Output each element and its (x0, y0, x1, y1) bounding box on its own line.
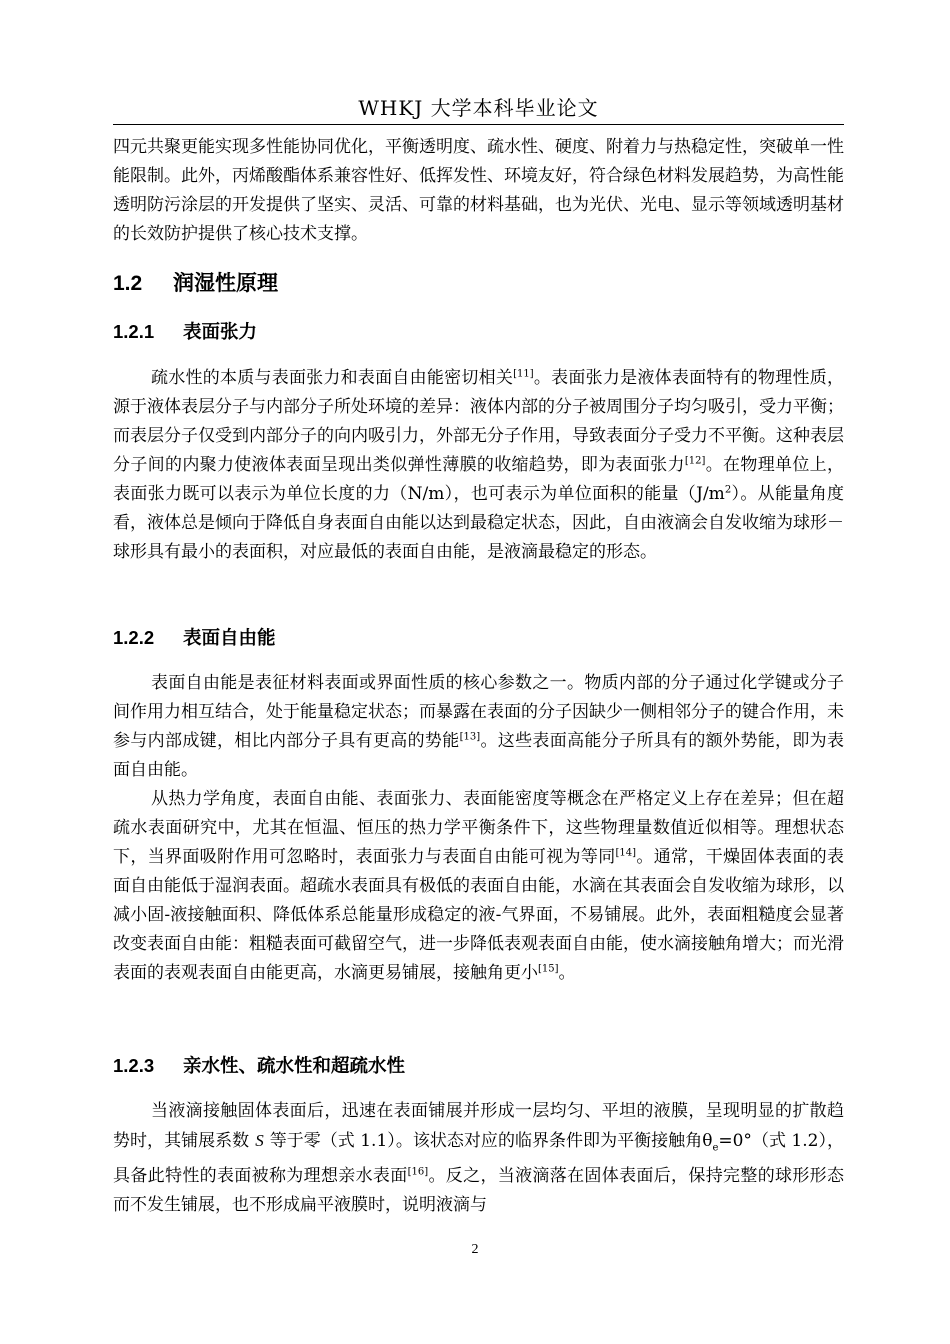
citation-11: [11] (513, 368, 534, 380)
subsection-number: 1.2.1 (113, 321, 155, 342)
text-run: =0°（式 1.2），具备此特性的表面被称为理想亲水表面 (113, 1131, 845, 1187)
text-run: 。 (558, 963, 576, 983)
subsection-title: 亲水性、疏水性和超疏水性 (183, 1056, 406, 1077)
text-run: 。反之，当液滴落在固体表面后，保持完整的球形形态而不发生铺展，也不形成扁平液膜时，说明液滴与 (113, 1166, 845, 1216)
citation-12: [12] (684, 455, 706, 467)
subscript-e: e (712, 1142, 719, 1154)
text-run: 表面自由能是表征材料表面或界面性质的核心参数之一。物质内部的分子通过化学键或分子间作用力相互结合，处于能量稳定状态；而暴露在表面的分子因缺少一侧相邻分子的键合作用，未参与内部成键，相比内部分子具有更高的势能 (113, 673, 844, 751)
subsection-title: 表面自由能 (183, 628, 276, 649)
text-run: 。这些表面高能分子所具有的额外势能，即为表面自由能。 (113, 731, 845, 780)
text-run: 当液滴接触固体表面后，迅速在表面铺展并形成一层均匀、平坦的液膜，呈现明显的扩散趋势时，其铺展系数 (113, 1101, 844, 1151)
text-run: 。通常，干燥固体表面的表面自由能低于湿润表面。超疏水表面具有极低的表面自由能，水滴在其表面会自发收缩为球形，以减小固-液接触面积、降低体系总能量形成稳定的液-气界面，不易铺展。此外，表面粗糙度会显著改变表面自由能：粗糙表面可截留空气，进一步降低表观表面自由能，使水滴接触角增大；而光滑表面的表观表面自由能更高，水滴更易铺展，接触角更小 (113, 847, 845, 983)
subsection-number: 1.2.2 (113, 627, 155, 648)
symbol-s: S (255, 1131, 264, 1150)
text-run: 从热力学角度，表面自由能、表面张力、表面能密度等概念在严格定义上存在差异；但在超疏水表面研究中，尤其在恒温、恒压的热力学平衡条件下，这些物理量数值近似相等。理想状态下，当界面吸附作用可忽略时，表面张力与表面自由能可视为等同 (113, 789, 844, 867)
superscript-2: 2 (724, 484, 732, 496)
citation-16: [16] (407, 1166, 429, 1178)
section-heading-1-2 (113, 268, 278, 299)
subsection-heading-1-2-2 (113, 624, 276, 653)
text-run: 。在物理单位上，表面张力既可以表示为单位长度的力（N/m），也可表示为单位面积的能量（J/m (113, 455, 845, 504)
section-title: 润湿性原理 (173, 271, 278, 295)
text-run: 疏水性的本质与表面张力和表面自由能密切相关 (151, 368, 514, 388)
header-rule (113, 124, 844, 125)
running-header: WHKJ 大学本科毕业论文 (358, 96, 599, 120)
section-number: 1.2 (113, 272, 143, 295)
citation-15: [15] (538, 963, 559, 975)
subsection-heading-1-2-3 (113, 1052, 405, 1081)
citation-13: [13] (459, 731, 481, 743)
subsection-heading-1-2-1 (113, 318, 257, 347)
text-run: 。表面张力是液体表面特有的物理性质，源于液体表层分子与内部分子所处环境的差异：液体内部的分子被周围分子均匀吸引，受力平衡；而表层分子仅受到内部分子的向内吸引力，外部无分子作用，导致表面分子受力不平衡。这种表层分子间的内聚力使液体表面呈现出类似弹性薄膜的收缩趋势，即为表面张力 (113, 368, 845, 475)
text-run: ）。从能量角度看，液体总是倾向于降低自身表面自由能以达到最稳定状态，因此，自由液滴会自发收缩为球形－球形具有最小的表面积，对应最低的表面自由能，是液滴最稳定的形态。 (113, 484, 845, 562)
intro-paragraph: 四元共聚更能实现多性能协同优化，平衡透明度、疏水性、硬度、附着力与热稳定性，突破单一性能限制。此外，丙烯酸酯体系兼容性好、低挥发性、环境友好，符合绿色材料发展趋势，为高性能透明防污涂层的开发提供了坚实、灵活、可靠的材料基础，也为光伏、光电、显示等领域透明基材的长效防护提供了核心技术支撑。 (113, 137, 844, 244)
subsection-title: 表面张力 (183, 322, 258, 343)
paragraph-wettability (113, 1097, 844, 1220)
paragraph-surface-free-energy (113, 669, 844, 785)
text-run: 等于零（式 1.1）。该状态对应的临界条件即为平衡接触角θ (269, 1131, 713, 1151)
paragraph-thermodynamics (113, 785, 844, 988)
page-number: 2 (471, 1242, 479, 1257)
citation-14: [14] (615, 847, 637, 859)
subsection-number: 1.2.3 (113, 1055, 155, 1076)
paragraph-surface-tension (113, 364, 844, 567)
